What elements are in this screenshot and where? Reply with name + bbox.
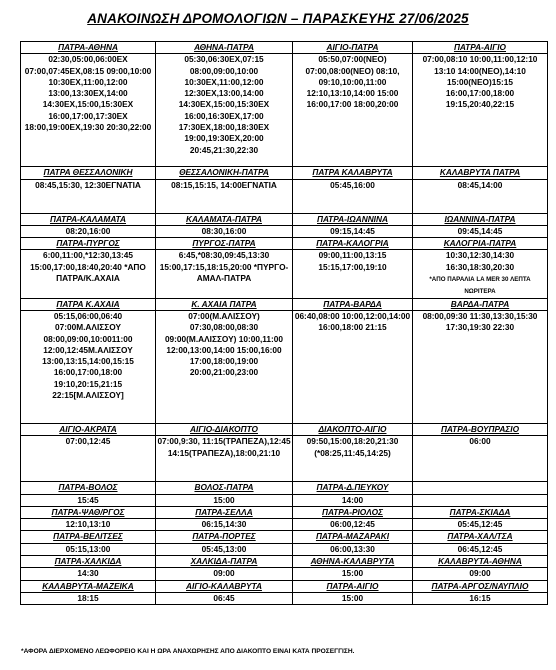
route-name: ΠΑΤΡΑ-Δ.ΠΕΥΚΟΥ bbox=[293, 482, 413, 494]
departure-times: 06:00 bbox=[469, 436, 491, 447]
route-times-row bbox=[21, 310, 548, 423]
route-times bbox=[293, 179, 413, 213]
route-name: ΠΑΤΡΑ-ΑΡΓΟΣ/ΝΑΥΠΛΙΟ bbox=[413, 580, 548, 592]
route-name: ΔΙΑΚΟΠΤΟ-ΑΙΓΙΟ bbox=[293, 423, 413, 435]
route-times bbox=[293, 436, 413, 482]
route-name: ΠΑΤΡΑ-ΚΑΛΟΓΡΙΑ bbox=[293, 238, 413, 250]
route-name: ΠΑΤΡΑ-ΨΑΘ/ΡΓΟΣ bbox=[21, 506, 156, 518]
departure-times: 06:45 bbox=[213, 592, 235, 603]
route-name: ΠΑΤΡΑ-ΧΑΛ/ΤΣΑ bbox=[413, 531, 548, 543]
departure-times: 05:30,06:30ΕΧ,07:15 08:00,09:00,10:00 10:30ΕΧ,11:00,12:00 12:30ΕΧ,13:00,14:00 14:30ΕΧ,15:00,15:30ΕΧ 16:00,16:30ΕΧ,17:00 17:30ΕΧ,18:00,18:30ΕΧ 19:00,19:30ΕΧ,20:00 20:45,21:30,22:30 bbox=[178, 54, 270, 155]
route-times bbox=[156, 519, 293, 531]
route-name: ΑΙΓΙΟ-ΔΙΑΚΟΠΤΟ bbox=[156, 423, 293, 435]
route-times bbox=[156, 54, 293, 167]
departure-times: 09:50,15:00,18:20,21:30 (*08:25,11:45,14:25) bbox=[306, 436, 399, 458]
route-times bbox=[156, 568, 293, 580]
route-times bbox=[21, 519, 156, 531]
departure-times: 06:15,14:30 bbox=[201, 519, 247, 530]
departure-times: 09:00 bbox=[213, 568, 235, 579]
route-name: ΠΑΤΡΑ-ΜΑΖΑΡΑΚΙ bbox=[293, 531, 413, 543]
departure-times: 07:00,9:30, 11:15(ΤΡΑΠΕΖΑ),12:45 14:15(ΤΡΑΠΕΖΑ),18:00,21:10 bbox=[157, 436, 291, 458]
route-name: ΠΑΤΡΑ-ΙΩΑΝΝΙΝΑ bbox=[293, 213, 413, 225]
departure-times: 08:00,09:30 11:30,13:30,15:30 17:30,19:30 22:30 bbox=[422, 310, 538, 333]
footnote: *ΑΦΟΡΑ ΔΙΕΡΧΟΜΕΝΟ ΛΕΩΦΟΡΕΙΟ ΚΑΙ Η ΩΡΑ ΑΝΑΧΩΡΗΣΗΣ ΑΠΟ ΔΙΑΚΟΠΤΟ ΕΙΝΑΙ ΚΑΤΑ ΠΡΟΣΕΓΓΙΣΗ. bbox=[21, 648, 355, 655]
route-name: ΠΑΤΡΑ-ΑΙΓΙΟ bbox=[293, 580, 413, 592]
route-times bbox=[293, 543, 413, 555]
route-note: *ΑΠΟ ΠΑΡΑΛΙΑ LA MER 30 ΛΕΠΤΑ ΝΩΡΙΤΕΡΑ bbox=[429, 276, 531, 296]
route-name: ΑΘΗΝΑ-ΚΑΛΑΒΡΥΤΑ bbox=[293, 556, 413, 568]
route-times bbox=[156, 225, 293, 237]
route-name: ΠΑΤΡΑ-ΡΙΟΛΟΣ bbox=[293, 506, 413, 518]
route-name bbox=[413, 482, 548, 494]
route-name: ΑΙΓΙΟ-ΑΚΡΑΤΑ bbox=[21, 423, 156, 435]
route-header-row bbox=[21, 556, 548, 568]
route-times bbox=[293, 592, 413, 604]
route-times bbox=[293, 519, 413, 531]
route-times-row bbox=[21, 54, 548, 167]
departure-times: 09:00 bbox=[469, 568, 491, 579]
departure-times: 08:15,15:15, 14:00ΕΓΝΑΤΙΑ bbox=[171, 179, 277, 190]
route-times bbox=[21, 250, 156, 298]
route-times bbox=[413, 494, 548, 506]
departure-times: 05:45,16:00 bbox=[330, 179, 375, 190]
departure-times: 05:45,12:45 bbox=[457, 519, 503, 530]
departure-times: 07:00(Μ.ΑΛΙΣΣΟΥ) 07:30,08:00,08:30 09:00(Μ.ΑΛΙΣΣΟΥ) 10:00,11:00 12:00,13:00,14:00 15:00,16:00 17:00,18:00,19:00 20:00,21:00,23:00 bbox=[164, 310, 284, 378]
route-header-row bbox=[21, 506, 548, 518]
route-name: ΧΑΛΚΙΔΑ-ΠΑΤΡΑ bbox=[156, 556, 293, 568]
route-times-row bbox=[21, 592, 548, 604]
route-header-row bbox=[21, 580, 548, 592]
route-times bbox=[156, 543, 293, 555]
departure-times: 16:15 bbox=[469, 592, 491, 603]
route-name: ΚΑΛΑΒΡΥΤΑ-ΜΑΖΕΙΚΑ bbox=[21, 580, 156, 592]
route-name: ΠΑΤΡΑ-ΑΘΗΝΑ bbox=[21, 42, 156, 54]
departure-times: 15:45 bbox=[77, 494, 99, 505]
route-name: ΠΑΤΡΑ-ΚΑΛΑΜΑΤΑ bbox=[21, 213, 156, 225]
departure-times: 6:45,*08:30,09:45,13:30 15:00,17:15,18:15,20:00 *ΠΥΡΓΟ-ΑΜΑΛ-ΠΑΤΡΑ bbox=[159, 250, 289, 284]
departure-times: 12:10,13:10 bbox=[65, 519, 111, 530]
route-times bbox=[21, 543, 156, 555]
route-times bbox=[413, 54, 548, 167]
route-header-row bbox=[21, 298, 548, 310]
route-name: ΠΑΤΡΑ Κ.ΑΧΑΙΑ bbox=[21, 298, 156, 310]
departure-times: 05:15,06:00,06:40 07:00Μ.ΑΛΙΣΣΟΥ 08:00,09:00,10:0011:00 12:00,12:45Μ.ΑΛΙΣΣΟΥ 13:00,13:15,14:00,15:15 16:00,17:00,18:00 19:10,20:15,21:15 22:15[Μ.ΑΛΙΣΣΟΥ] bbox=[42, 310, 134, 401]
departure-times: 06:40,08:00 10:00,12:00,14:00 16:00,18:00 21:15 bbox=[294, 310, 411, 333]
route-name: ΠΑΤΡΑ-ΠΥΡΓΟΣ bbox=[21, 238, 156, 250]
departure-times: 09:45,14:45 bbox=[457, 225, 503, 236]
route-times bbox=[413, 519, 548, 531]
route-times bbox=[293, 310, 413, 423]
route-header-row bbox=[21, 213, 548, 225]
route-times-row bbox=[21, 179, 548, 213]
route-name: ΒΑΡΔΑ-ΠΑΤΡΑ bbox=[413, 298, 548, 310]
route-times bbox=[293, 568, 413, 580]
route-name: ΚΑΛΑΒΡΥΤΑ ΠΑΤΡΑ bbox=[413, 167, 548, 179]
route-times bbox=[21, 436, 156, 482]
departure-times: 05:15,13:00 bbox=[65, 543, 111, 554]
route-name: ΘΕΣΣΑΛΟΝΙΚΗ-ΠΑΤΡΑ bbox=[156, 167, 293, 179]
route-name: ΠΑΤΡΑ-ΑΙΓΙΟ bbox=[413, 42, 548, 54]
route-times bbox=[413, 592, 548, 604]
route-header-row bbox=[21, 42, 548, 54]
route-times bbox=[413, 310, 548, 423]
route-times bbox=[21, 310, 156, 423]
route-header-row bbox=[21, 423, 548, 435]
route-times bbox=[21, 179, 156, 213]
schedule-table bbox=[20, 41, 548, 605]
route-times-row bbox=[21, 543, 548, 555]
departure-times: 14:00 bbox=[341, 494, 364, 505]
route-header-row bbox=[21, 482, 548, 494]
departure-times: 02:30,05:00,06:00ΕΧ 07:00,07:45ΕΧ,08:15 09:00,10:00 10:30ΕΧ,11:00,12:00 13:00,13:30ΕΧ,14:00 14:30ΕΧ,15:00,15:30ΕΧ 16:00,17:00,17:30ΕΧ 18:00,19:00ΕΧ,19:30 20:30,22:00 bbox=[24, 54, 152, 133]
route-times bbox=[21, 592, 156, 604]
departure-times: 09:15,14:45 bbox=[330, 225, 375, 236]
departure-times: 06:45,12:45 bbox=[457, 543, 503, 554]
route-times-row bbox=[21, 250, 548, 298]
route-times bbox=[413, 250, 548, 298]
page-title: ΑΝΑΚΟΙΝΩΣΗ ΔΡΟΜΟΛΟΓΙΩΝ – ΠΑΡΑΣΚΕΥΗΣ 27/06/2025 bbox=[87, 11, 469, 26]
departure-times: 05:50,07:00(ΝΕΟ) 07:00,08:00(ΝΕΟ) 08:10, 09:10,10:00,11:00 12:10,13:10,14:00 15:00 16:00,17:00 18:00,20:00 bbox=[305, 54, 400, 110]
route-header-row bbox=[21, 531, 548, 543]
route-times bbox=[156, 436, 293, 482]
departure-times: 15:00 bbox=[213, 494, 235, 505]
departure-times: 08:30,16:00 bbox=[201, 225, 247, 236]
route-times bbox=[293, 494, 413, 506]
route-times-row bbox=[21, 568, 548, 580]
route-times bbox=[156, 250, 293, 298]
route-times bbox=[413, 436, 548, 482]
route-name: ΑΙΓΙΟ-ΠΑΤΡΑ bbox=[293, 42, 413, 54]
departure-times: 08:45,15:30, 12:30ΕΓΝΑΤΙΑ bbox=[35, 179, 141, 190]
departure-times: 06:00,12:45 bbox=[330, 519, 375, 530]
route-name: ΚΑΛΑΒΡΥΤΑ-ΑΘΗΝΑ bbox=[413, 556, 548, 568]
route-name: ΠΑΤΡΑ ΚΑΛΑΒΡΥΤΑ bbox=[293, 167, 413, 179]
route-times bbox=[293, 250, 413, 298]
route-times bbox=[21, 568, 156, 580]
route-times-row bbox=[21, 519, 548, 531]
route-name: ΠΑΤΡΑ-ΒΟΥΠΡΑΣΙΟ bbox=[413, 423, 548, 435]
route-times bbox=[293, 225, 413, 237]
departure-times: 10:30,12:30,14:30 16:30,18:30,20:30 bbox=[445, 250, 515, 272]
route-name: ΑΘΗΝΑ-ΠΑΤΡΑ bbox=[156, 42, 293, 54]
departure-times: 07:00,12:45 bbox=[65, 436, 111, 447]
route-name: ΠΑΤΡΑ-ΣΕΛΛΑ bbox=[156, 506, 293, 518]
route-name: ΙΩΑΝΝΙΝΑ-ΠΑΤΡΑ bbox=[413, 213, 548, 225]
route-times bbox=[156, 310, 293, 423]
route-times bbox=[293, 54, 413, 167]
route-times bbox=[413, 543, 548, 555]
route-name: ΠΑΤΡΑ-ΒΑΡΔΑ bbox=[293, 298, 413, 310]
route-times-row bbox=[21, 225, 548, 237]
route-name: ΠΑΤΡΑ-ΒΟΛΟΣ bbox=[21, 482, 156, 494]
route-name: ΠΑΤΡΑ-ΠΟΡΤΕΣ bbox=[156, 531, 293, 543]
route-times bbox=[21, 54, 156, 167]
departure-times: 08:20,16:00 bbox=[65, 225, 111, 236]
route-times bbox=[21, 494, 156, 506]
departure-times: 15:00 bbox=[341, 592, 364, 603]
route-times bbox=[413, 568, 548, 580]
route-name: ΑΙΓΙΟ-ΚΑΛΑΒΡΥΤΑ bbox=[156, 580, 293, 592]
departure-times: 06:00,13:30 bbox=[330, 543, 375, 554]
route-times bbox=[156, 592, 293, 604]
route-times-row bbox=[21, 494, 548, 506]
route-name: ΠΥΡΓΟΣ-ΠΑΤΡΑ bbox=[156, 238, 293, 250]
route-times bbox=[413, 179, 548, 213]
departure-times: 08:45,14:00 bbox=[457, 179, 503, 190]
route-name: ΠΑΤΡΑ-ΣΚΙΑΔΑ bbox=[413, 506, 548, 518]
route-times-row bbox=[21, 436, 548, 482]
route-name: ΠΑΤΡΑ ΘΕΣΣΑΛΟΝΙΚΗ bbox=[21, 167, 156, 179]
departure-times: 09:00,11:00,13:15 15:15,17:00,19:10 bbox=[318, 250, 387, 272]
route-header-row bbox=[21, 238, 548, 250]
route-name: Κ. ΑΧΑΙΑ ΠΑΤΡΑ bbox=[156, 298, 293, 310]
departure-times: 07:00,08:10 10:00,11:00,12:10 13:10 14:00(ΝΕΟ),14:10 15:00(ΝΕΟ)15:15 16:00,17:00,18:00 19:15,20:40,22:15 bbox=[422, 54, 538, 110]
route-name: ΚΑΛΟΓΡΙΑ-ΠΑΤΡΑ bbox=[413, 238, 548, 250]
route-name: ΚΑΛΑΜΑΤΑ-ΠΑΤΡΑ bbox=[156, 213, 293, 225]
departure-times: 6:00,11:00,*12:30,13:45 15:00,17:00,18:40,20:40 *ΑΠΟ ΠΑΤΡΑ/Κ.ΑΧΑΙΑ bbox=[30, 250, 146, 284]
route-name: ΒΟΛΟΣ-ΠΑΤΡΑ bbox=[156, 482, 293, 494]
route-times bbox=[413, 225, 548, 237]
route-times bbox=[156, 179, 293, 213]
route-times bbox=[21, 225, 156, 237]
route-header-row bbox=[21, 167, 548, 179]
route-name: ΠΑΤΡΑ-ΒΕΛΙΤΣΕΣ bbox=[21, 531, 156, 543]
route-name: ΠΑΤΡΑ-ΧΑΛΚΙΔΑ bbox=[21, 556, 156, 568]
departure-times: 14:30 bbox=[77, 568, 99, 579]
departure-times: 18:15 bbox=[77, 592, 99, 603]
route-times bbox=[156, 494, 293, 506]
departure-times: 05:45,13:00 bbox=[201, 543, 247, 554]
departure-times: 15:00 bbox=[341, 568, 364, 579]
